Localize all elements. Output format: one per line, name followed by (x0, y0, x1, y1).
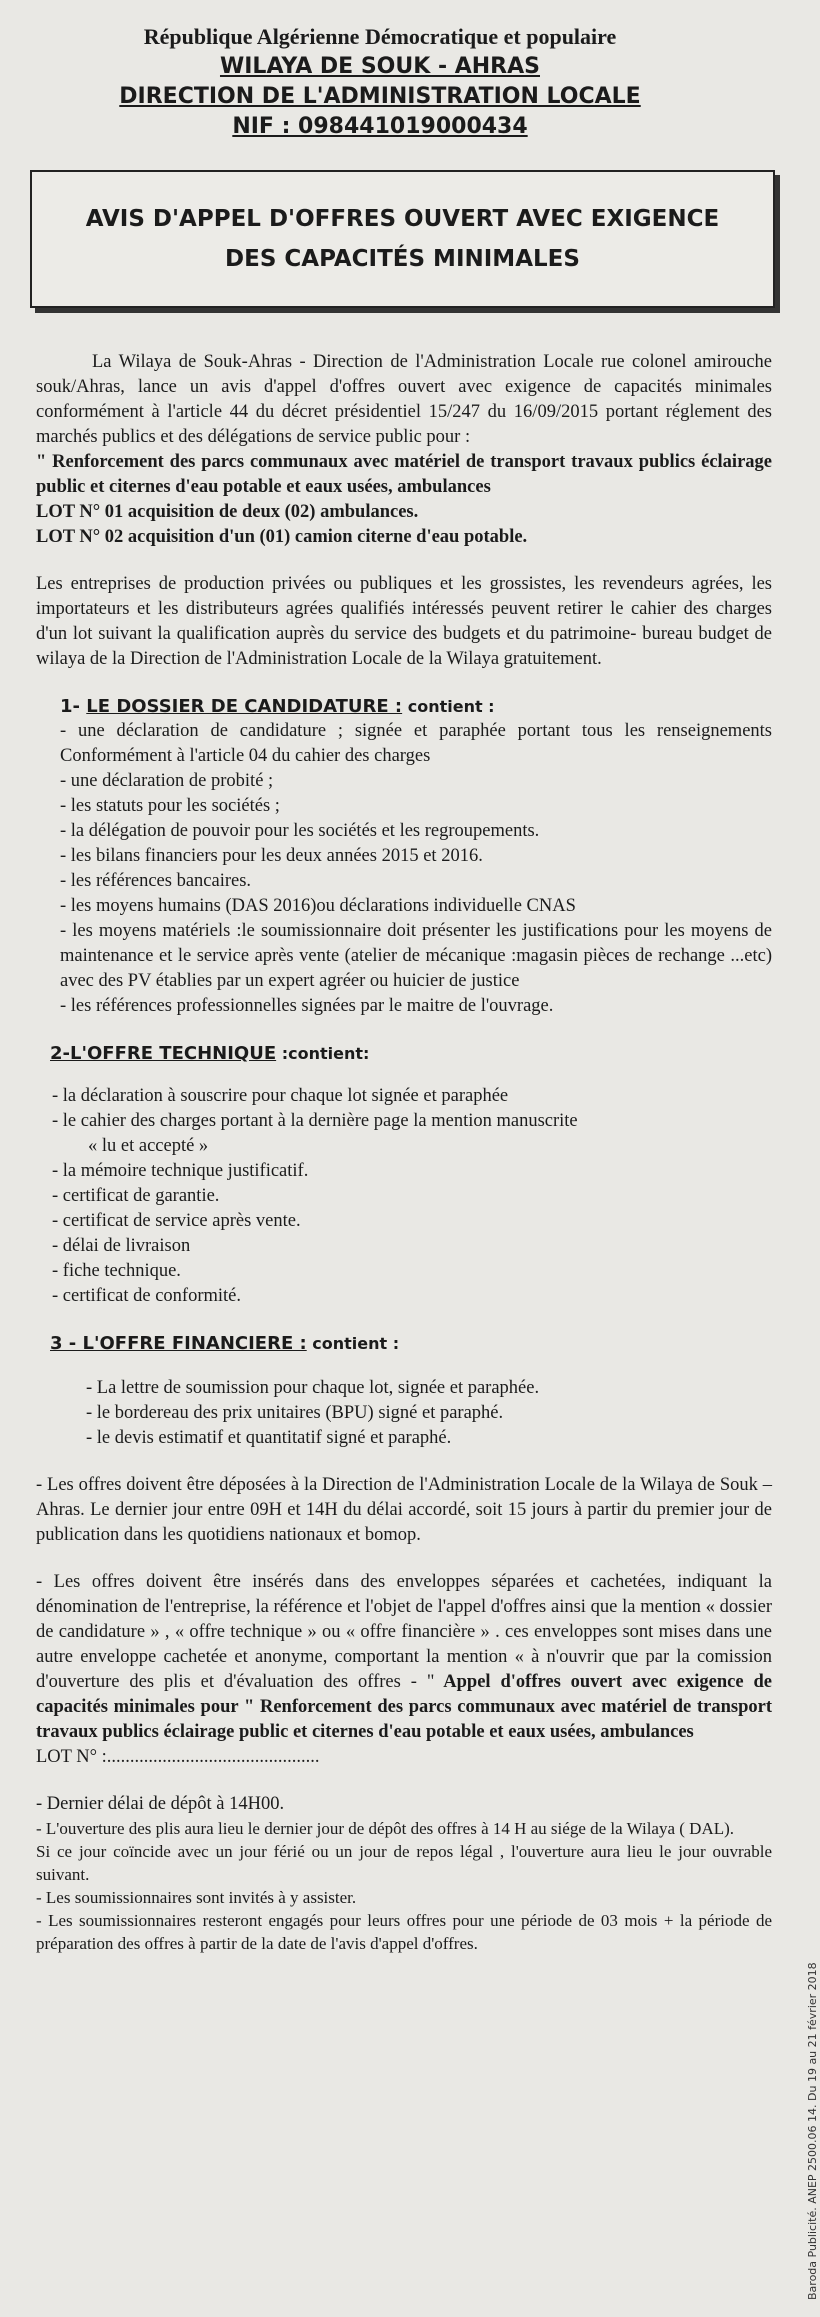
section1-title: LE DOSSIER DE CANDIDATURE : (86, 696, 403, 717)
envelope-lot-line: LOT N° :.............................................. (36, 1747, 320, 1767)
envelope-bold-text: Appel d'offres ouvert avec exigence de capacités minimales pour " Renforcement des parcs communaux avec matériel de transport travaux publics éclairage public et citernes d'eau potable et eaux usées, ambulances (36, 1672, 773, 1742)
section3-heading (50, 1331, 772, 1356)
notice-title-line2: DES CAPACITÉS MINIMALES (225, 246, 580, 272)
section3-list (36, 1376, 772, 1451)
list-item: - certificat de service après vente. (52, 1211, 301, 1231)
notice-title-line1: AVIS D'APPEL D'OFFRES OUVERT AVEC EXIGENCE (85, 206, 720, 232)
list-item: - la délégation de pouvoir pour les sociétés et les regroupements. (60, 821, 540, 841)
notice-header (0, 22, 760, 142)
list-item: - délai de livraison (52, 1236, 191, 1256)
header-republic: République Algérienne Démocratique et populaire (143, 24, 617, 49)
list-item: - le bordereau des prix unitaires (BPU) signé et paraphé. (86, 1403, 504, 1423)
section1-heading (60, 694, 772, 719)
section2-suffix: :contient: (276, 1044, 370, 1063)
list-item: - les références bancaires. (60, 871, 252, 891)
header-direction: DIRECTION DE L'ADMINISTRATION LOCALE (119, 84, 641, 109)
list-item: - le devis estimatif et quantitatif signé et paraphé. (86, 1428, 452, 1448)
section1-list (36, 719, 772, 1019)
list-item: - La lettre de soumission pour chaque lot, signée et paraphée. (86, 1378, 540, 1398)
notice-body (36, 350, 772, 1955)
notice-title-box (30, 170, 775, 308)
intro-lot2: LOT N° 02 acquisition d'un (01) camion citerne d'eau potable. (36, 527, 528, 547)
list-item: - les références professionnelles signées par le maitre de l'ouvrage. (60, 996, 554, 1016)
list-item: - fiche technique. (52, 1261, 181, 1281)
holiday-paragraph: Si ce jour coïncide avec un jour férié ou un jour de repos légal , l'ouverture aura lieu le jour ouvrable suivant. (36, 1842, 772, 1884)
intro-lot1: LOT N° 01 acquisition de deux (02) ambulances. (36, 502, 419, 522)
list-item: - certificat de garantie. (52, 1186, 220, 1206)
section3-title: 3 - L'OFFRE FINANCIERE : (50, 1333, 307, 1354)
eligibility-paragraph: Les entreprises de production privées ou publiques et les grossistes, les revendeurs agrées, les importateurs et les distributeurs agrées qualifiés intéressés peuvent retirer le cahier des charges d'un lot suivant la qualification auprès du service des budgets et du patrimoine- bureau budget de wilaya de la Direction de l'Administration Locale de la Wilaya gratuitement. (36, 574, 772, 669)
header-wilaya: WILAYA DE SOUK - AHRAS (219, 54, 540, 79)
list-item: - certificat de conformité. (52, 1286, 242, 1306)
list-item: - une déclaration de candidature ; signée et paraphée portant tous les renseignements Conformément à l'article 04 du cahier des charges (60, 721, 772, 766)
list-item: - la déclaration à souscrire pour chaque lot signée et paraphée (52, 1086, 509, 1106)
list-item: - la mémoire technique justificatif. (52, 1161, 309, 1181)
list-item: - les moyens matériels :le soumissionnaire doit présenter les justifications pour les moyens de maintenance et le service après vente (atelier de mécanique :magasin pièces de rechange ...etc) avec des PV établies par un expert agréer ou huicier de justice (60, 921, 772, 991)
envelope-paragraph (36, 1570, 772, 1745)
list-item: - les moyens humains (DAS 2016)ou déclarations individuelle CNAS (60, 896, 576, 916)
section3-suffix: contient : (306, 1334, 400, 1353)
section1-suffix: contient : (402, 697, 495, 716)
list-item: - les bilans financiers pour les deux années 2015 et 2016. (60, 846, 483, 866)
list-item: - les statuts pour les sociétés ; (60, 796, 280, 816)
intro-object: " Renforcement des parcs communaux avec matériel de transport travaux publics éclairage public et citernes d'eau potable et eaux usées, ambulances (36, 452, 772, 497)
deadline-line: - Dernier délai de dépôt à 14H00. (36, 1794, 285, 1814)
section2-list (36, 1084, 772, 1309)
invite-line: - Les soumissionnaires sont invités à y assister. (36, 1888, 357, 1907)
section2-heading (50, 1041, 772, 1066)
opening-paragraph: - L'ouverture des plis aura lieu le dernier jour de dépôt des offres à 14 H au siége de la Wilaya ( DAL). (36, 1819, 735, 1838)
list-item: - le cahier des charges portant à la dernière page la mention manuscrite (52, 1111, 578, 1131)
section1-number: 1- (60, 696, 80, 717)
list-item: « lu et accepté » (88, 1136, 209, 1156)
publication-side-note: Baroda Publicité. ANEP 2500.06 14. Du 19 au 21 février 2018 (806, 1962, 819, 2300)
intro-paragraph: La Wilaya de Souk-Ahras - Direction de l'Administration Locale rue colonel amirouche souk/Ahras, lance un avis d'appel d'offres ouvert avec exigence de capacités minimales conformément à l'article 44 du décret présidentiel 15/247 du 16/09/2015 portant réglement des marchés publics et des délégations de service public pour : (36, 352, 772, 447)
section2-title: 2-L'OFFRE TECHNIQUE (50, 1043, 277, 1064)
list-item: - une déclaration de probité ; (60, 771, 274, 791)
engaged-paragraph: - Les soumissionnaires resteront engagés pour leurs offres pour une période de 03 mois + la période de préparation des offres à partir de la date de l'avis d'appel d'offres. (36, 1911, 772, 1953)
header-nif: NIF : 098441019000434 (232, 114, 528, 139)
deposit-paragraph: - Les offres doivent être déposées à la Direction de l'Administration Locale de la Wilaya de Souk – Ahras. Le dernier jour entre 09H et 14H du délai accordé, soit 15 jours à partir du premier jour de publication dans les quotidiens nationaux et bomop. (36, 1475, 772, 1545)
envelope-text: - Les offres doivent être insérés dans des enveloppes séparées et cachetées, indiquant la dénomination de l'entreprise, la référence et l'objet de l'appel d'offres ainsi que la mention « dossier de candidature » , « offre technique » ou « offre financière » . ces enveloppes sont mises dans une autre enveloppe cachetée et anonyme, comportant la mention « à n'ouvrir que par la comission d'ouverture des plis et d'évaluation des offres - " (36, 1572, 772, 1692)
